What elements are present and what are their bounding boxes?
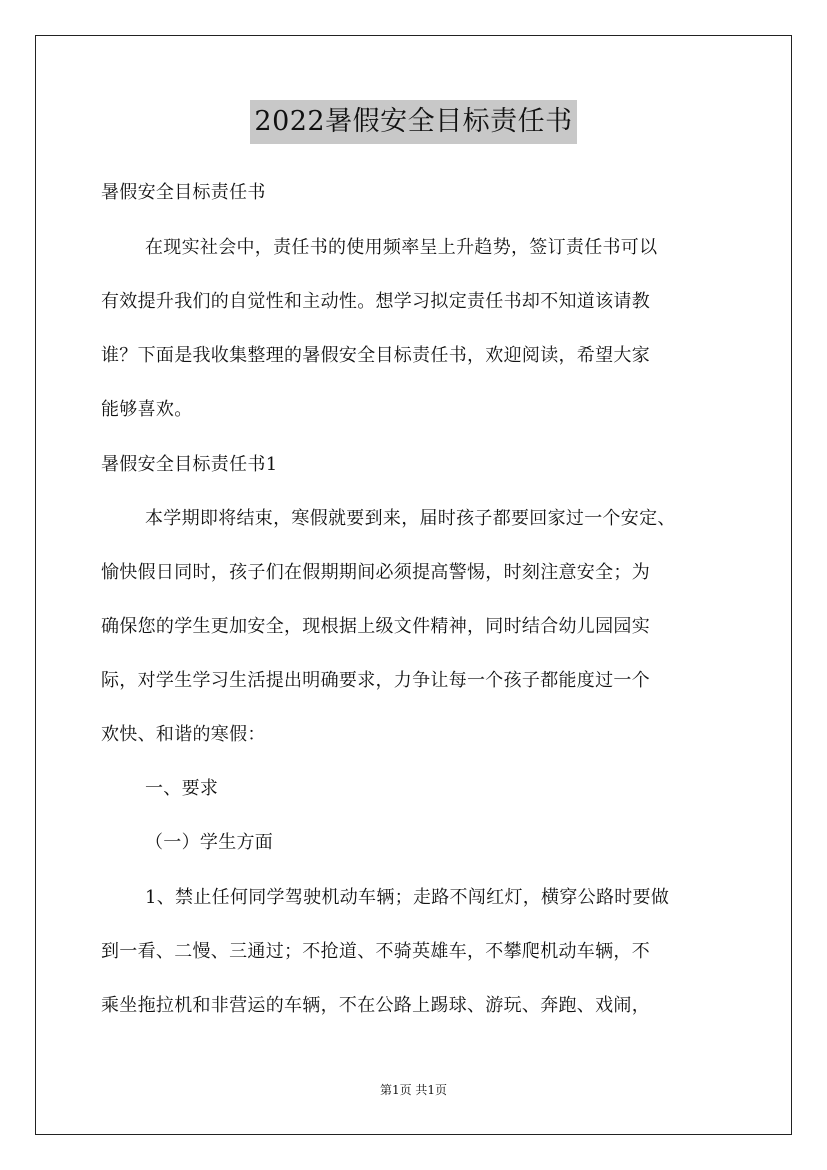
section-heading: 暑假安全目标责任书 <box>101 182 266 203</box>
section-heading: 暑假安全目标责任书1 <box>101 454 278 475</box>
paragraph-line: 乘坐拖拉机和非营运的车辆，不在公路上踢球、游玩、奔跑、戏闹， <box>101 995 650 1016</box>
subheading: （一）学生方面 <box>145 832 274 853</box>
paragraph-line: 欢快、和谐的寒假： <box>101 724 266 745</box>
paragraph-line: 本学期即将结束，寒假就要到来，届时孩子都要回家过一个安定、 <box>145 508 676 529</box>
subheading: 一、要求 <box>145 778 219 799</box>
paragraph-line: 到一看、二慢、三通过；不抢道、不骑英雄车，不攀爬机动车辆，不 <box>101 941 650 962</box>
paragraph-line: 能够喜欢。 <box>101 399 193 420</box>
paragraph-line: 愉快假日同时，孩子们在假期期间必须提高警惕，时刻注意安全；为 <box>101 562 650 583</box>
title-container <box>0 100 827 144</box>
paragraph-line: 有效提升我们的自觉性和主动性。想学习拟定责任书却不知道该请教 <box>101 291 650 312</box>
paragraph-line: 谁？下面是我收集整理的暑假安全目标责任书，欢迎阅读，希望大家 <box>101 345 650 366</box>
document-title: 2022暑假安全目标责任书 <box>250 100 576 144</box>
paragraph-line: 确保您的学生更加安全，现根据上级文件精神，同时结合幼儿园园实 <box>101 616 650 637</box>
paragraph-line: 际，对学生学习生活提出明确要求，力争让每一个孩子都能度过一个 <box>101 670 650 691</box>
paragraph-line: 1、禁止任何同学驾驶机动车辆；走路不闯红灯，横穿公路时要做 <box>145 887 670 908</box>
paragraph-line: 在现实社会中，责任书的使用频率呈上升趋势，签订责任书可以 <box>145 237 658 258</box>
page-footer: 第1页 共1页 <box>379 1083 448 1097</box>
